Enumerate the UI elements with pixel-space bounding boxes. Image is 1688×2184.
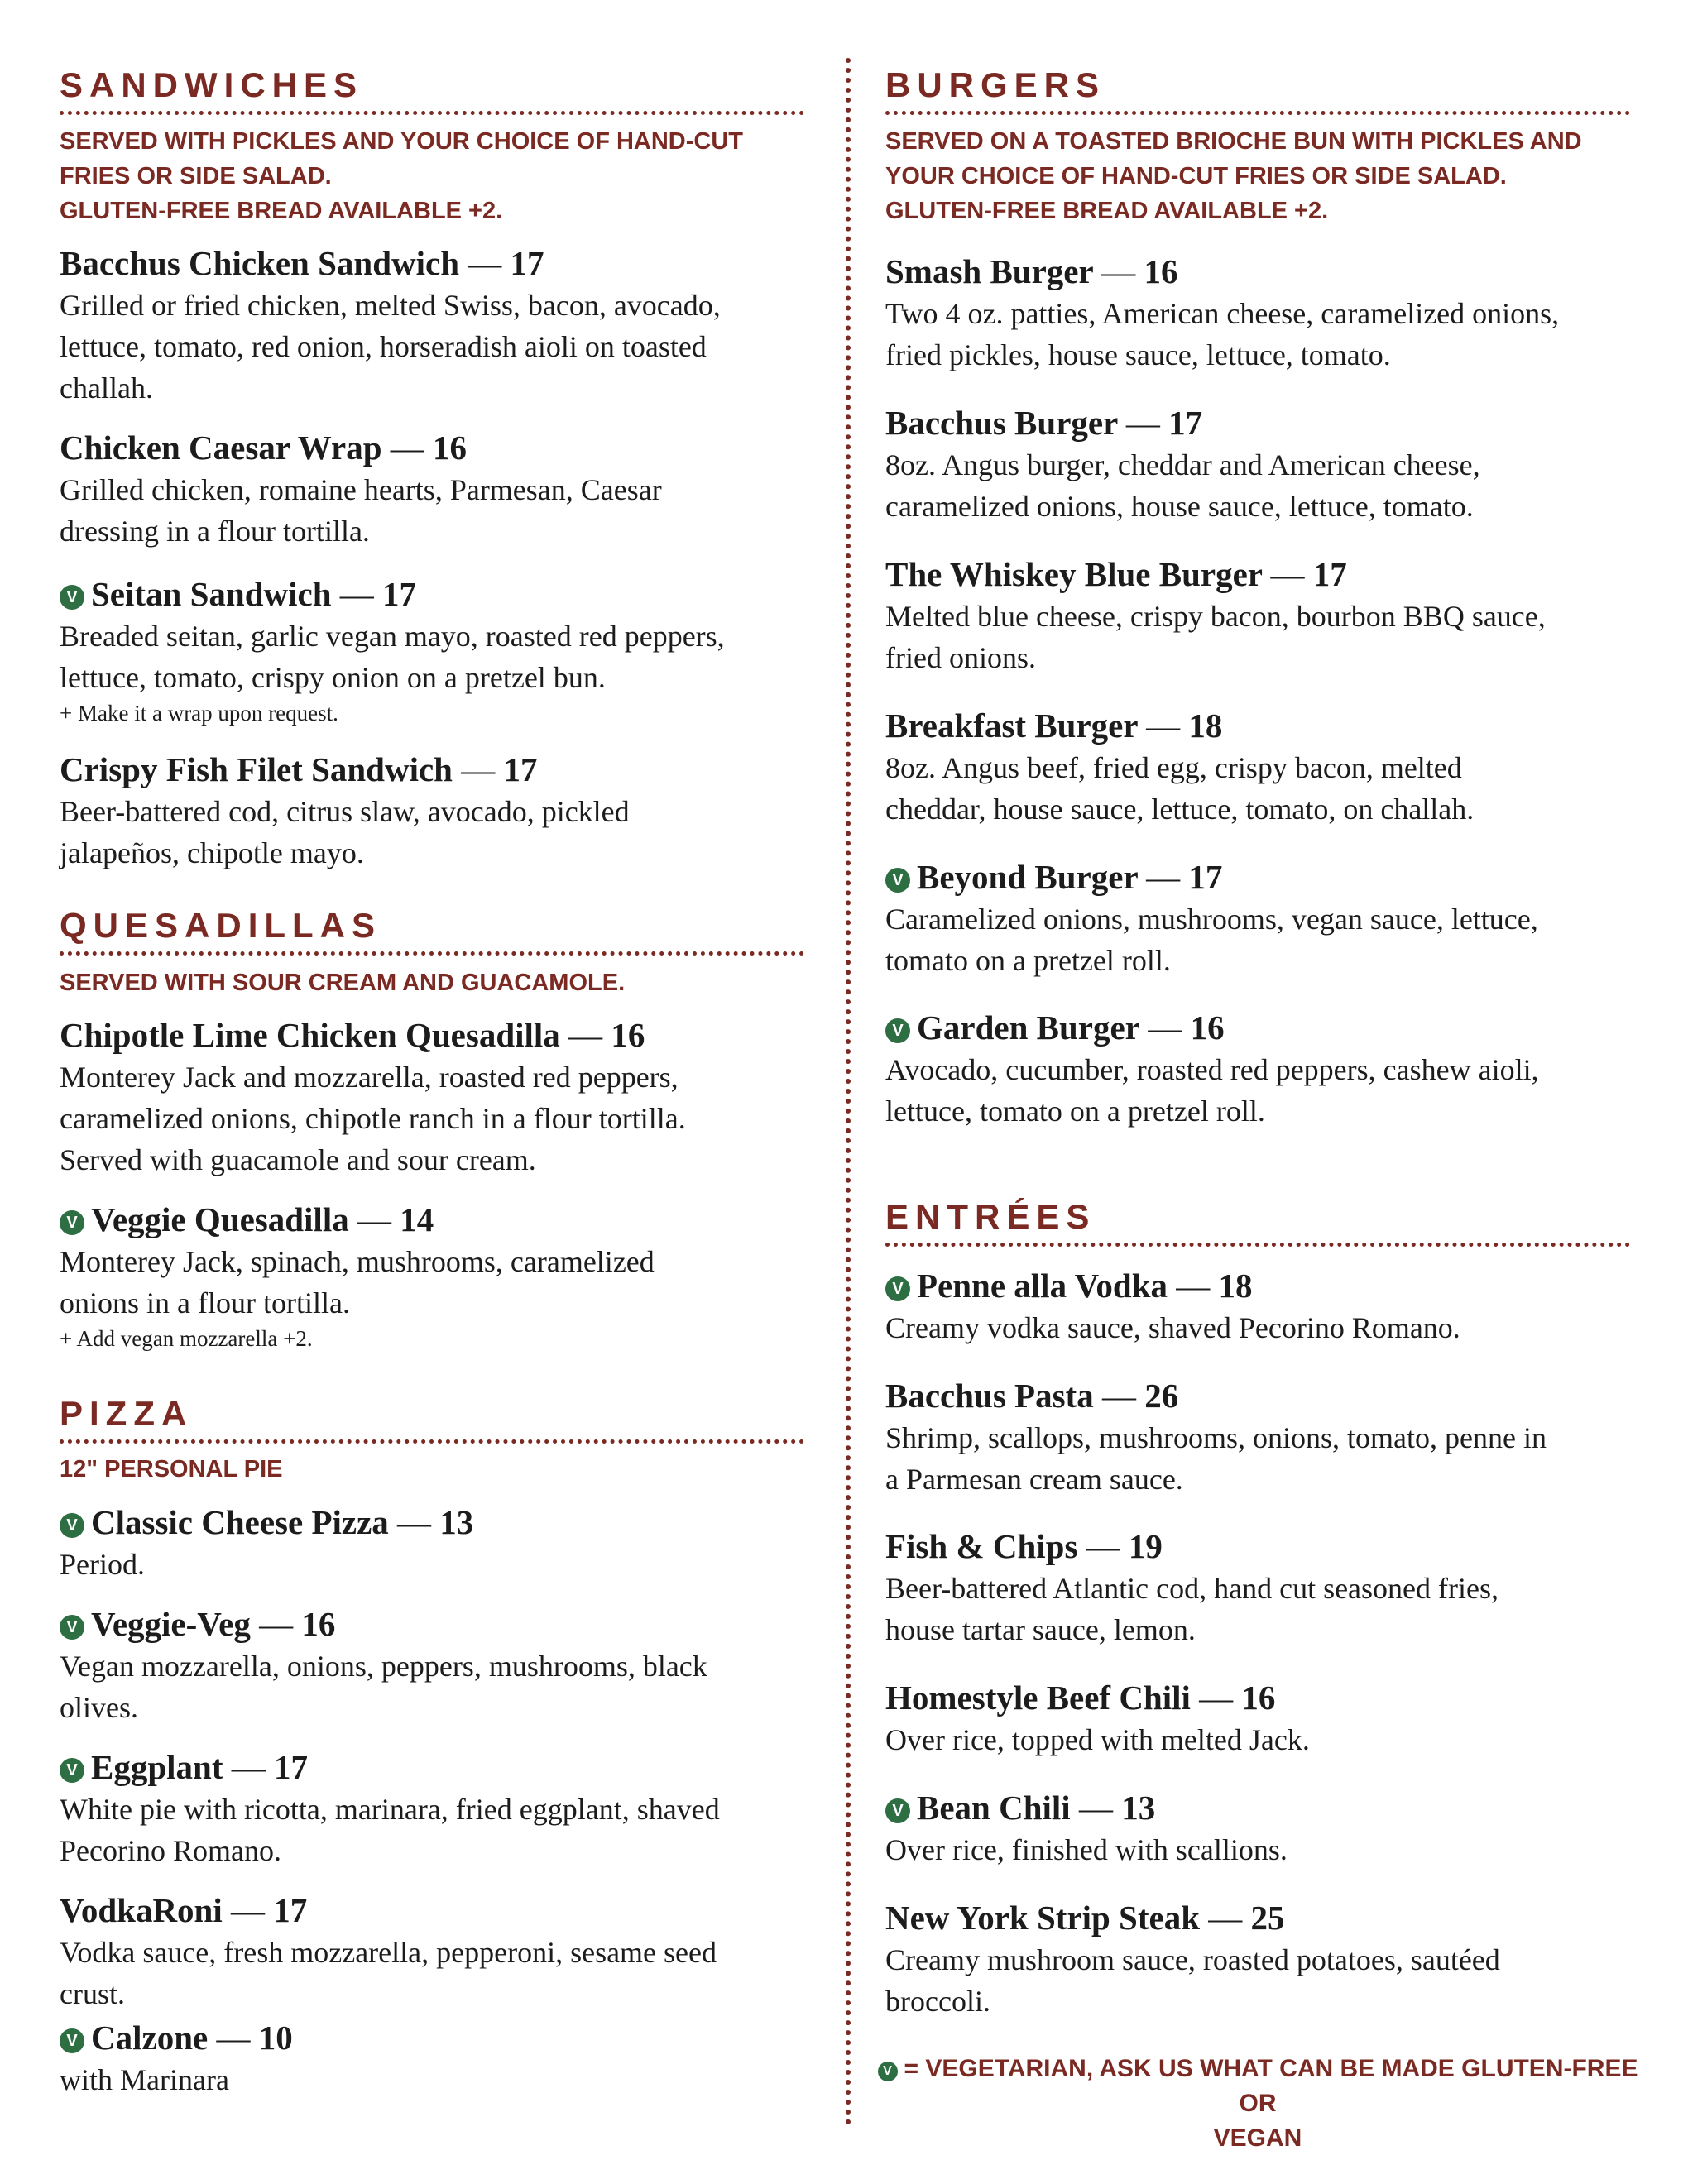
item-title: Bacchus Chicken Sandwich — 17 — [60, 244, 544, 282]
item-title: V Penne alla Vodka — 18 — [885, 1264, 1630, 1307]
item-title: V Eggplant — 17 — [60, 1746, 804, 1789]
item-description: Two 4 oz. patties, American cheese, caramelized onions, fried pickles, house sauce, lettuce, tomato. — [885, 297, 1560, 371]
item-description: Over rice, finished with scallions. — [885, 1833, 1288, 1866]
item-extra-note: + Add vegan mozzarella +2. — [60, 1326, 313, 1351]
item-title: V Calzone — 10 — [60, 2016, 804, 2059]
item-price: 17 — [273, 1891, 308, 1929]
item-title: Homestyle Beef Chili — 16 — [885, 1679, 1276, 1717]
menu-item — [885, 1006, 1630, 1132]
item-price: 17 — [503, 750, 538, 788]
menu-item — [60, 2016, 804, 2100]
section-note-pizza: 12" PERSONAL PIE — [60, 1456, 283, 1482]
menu-item — [885, 855, 1630, 981]
item-description: Beer-battered Atlantic cod, hand cut seasoned fries, house tartar sauce, lemon. — [885, 1572, 1499, 1646]
menu-item — [885, 1786, 1630, 1870]
menu-item — [885, 1676, 1630, 1760]
item-price: 17 — [1188, 858, 1223, 896]
item-title: VodkaRoni — 17 — [60, 1891, 308, 1929]
item-description: Caramelized onions, mushrooms, vegan sauce, lettuce, tomato on a pretzel roll. — [885, 903, 1538, 977]
section-rule — [885, 1243, 1630, 1247]
menu-item — [885, 401, 1630, 527]
item-title: Breakfast Burger — 18 — [885, 706, 1223, 745]
item-title: Bacchus Pasta — 26 — [885, 1377, 1179, 1415]
menu-item — [885, 1896, 1630, 2022]
menu-item — [60, 1746, 804, 1871]
section-title-entrees: ENTRÉES — [885, 1197, 1096, 1236]
section-title-quesadillas: QUESADILLAS — [60, 906, 382, 945]
item-price: 26 — [1144, 1377, 1179, 1415]
vegetarian-icon: V — [60, 1210, 84, 1235]
item-description: Monterey Jack and mozzarella, roasted red peppers, caramelized onions, chipotle ranch in a flour tortilla. Served with guacamole and sour cream. — [60, 1061, 686, 1176]
item-description: White pie with ricotta, marinara, fried eggplant, shaved Pecorino Romano. — [60, 1793, 720, 1867]
menu-item — [885, 1264, 1630, 1348]
section-title-burgers: BURGERS — [885, 65, 1106, 104]
item-price: 18 — [1218, 1267, 1253, 1305]
item-price: 17 — [274, 1748, 308, 1786]
item-description: Vegan mozzarella, onions, peppers, mushrooms, black olives. — [60, 1650, 707, 1724]
item-description: Period. — [60, 1548, 145, 1581]
item-price: 13 — [439, 1503, 474, 1541]
item-price: 14 — [400, 1200, 434, 1238]
column-divider — [846, 58, 851, 2126]
section-rule — [60, 951, 804, 956]
item-description: Shrimp, scallops, mushrooms, onions, tomato, penne in a Parmesan cream sauce. — [885, 1421, 1547, 1496]
item-title: The Whiskey Blue Burger — 17 — [885, 555, 1347, 593]
item-title: Smash Burger — 16 — [885, 252, 1178, 290]
menu-item — [885, 704, 1630, 830]
menu-item — [60, 748, 804, 874]
item-title: Bacchus Burger — 17 — [885, 404, 1203, 442]
item-description: Monterey Jack, spinach, mushrooms, caramelized onions in a flour tortilla. — [60, 1245, 655, 1320]
item-price: 17 — [1312, 555, 1347, 593]
item-title: Chicken Caesar Wrap — 16 — [60, 429, 468, 467]
item-title: Chipotle Lime Chicken Quesadilla — 16 — [60, 1016, 645, 1054]
section-rule — [60, 1439, 804, 1444]
item-extra-note: + Make it a wrap upon request. — [60, 701, 338, 726]
item-title: V Veggie Quesadilla — 14 — [60, 1198, 804, 1241]
item-price: 16 — [611, 1016, 645, 1054]
item-description: with Marinara — [60, 2063, 229, 2096]
item-title: V Bean Chili — 13 — [885, 1786, 1630, 1829]
section-title-pizza: PIZZA — [60, 1394, 194, 1433]
section-title-sandwiches: SANDWICHES — [60, 65, 364, 104]
item-description: Creamy mushroom sauce, roasted potatoes, sautéed broccoli. — [885, 1943, 1500, 2018]
item-price: 10 — [258, 2019, 293, 2057]
item-price: 16 — [1241, 1679, 1276, 1717]
item-price: 16 — [301, 1605, 336, 1643]
item-price: 13 — [1121, 1789, 1156, 1827]
item-price: 19 — [1128, 1527, 1163, 1565]
item-description: Avocado, cucumber, roasted red peppers, cashew aioli, lettuce, tomato on a pretzel roll. — [885, 1053, 1539, 1128]
item-description: Grilled chicken, romaine hearts, Parmesan, Caesar dressing in a flour tortilla. — [60, 473, 662, 548]
item-description: Creamy vodka sauce, shaved Pecorino Romano. — [885, 1311, 1460, 1344]
menu-item — [60, 572, 804, 728]
item-description: Vodka sauce, fresh mozzarella, pepperoni, sesame seed crust. — [60, 1936, 717, 2010]
section-note-burgers: SERVED ON A TOASTED BRIOCHE BUN WITH PICKLES AND YOUR CHOICE OF HAND-CUT FRIES OR SIDE SALAD. GLUTEN-FREE BREAD AVAILABLE +2. — [885, 128, 1582, 224]
vegetarian-icon: V — [878, 2062, 898, 2081]
menu-item — [885, 553, 1630, 678]
menu-item — [60, 1198, 804, 1353]
item-price: 18 — [1188, 706, 1223, 745]
vegetarian-icon: V — [885, 1276, 910, 1301]
item-description: Over rice, topped with melted Jack. — [885, 1723, 1310, 1756]
menu-item — [60, 1013, 804, 1181]
item-price: 17 — [510, 244, 544, 282]
vegetarian-icon: V — [885, 868, 910, 893]
item-price: 17 — [382, 575, 417, 613]
section-rule — [60, 111, 804, 115]
item-title: Fish & Chips — 19 — [885, 1527, 1163, 1565]
item-description: Grilled or fried chicken, melted Swiss, bacon, avocado, lettuce, tomato, red onion, horseradish aioli on toasted challah. — [60, 289, 721, 405]
vegetarian-icon: V — [885, 1018, 910, 1043]
item-price: 25 — [1250, 1899, 1285, 1937]
menu-item — [60, 1501, 804, 1585]
menu-item — [885, 1374, 1630, 1500]
item-title: Crispy Fish Filet Sandwich — 17 — [60, 750, 538, 788]
item-description: 8oz. Angus beef, fried egg, crispy bacon, melted cheddar, house sauce, lettuce, tomato, on challah. — [885, 751, 1475, 826]
vegetarian-icon: V — [60, 1758, 84, 1783]
menu-item — [60, 1602, 804, 1728]
item-title: V Classic Cheese Pizza — 13 — [60, 1501, 804, 1544]
item-title: V Seitan Sandwich — 17 — [60, 572, 804, 615]
menu-item — [60, 1889, 804, 2014]
item-price: 16 — [1144, 252, 1178, 290]
vegetarian-icon: V — [60, 2028, 84, 2053]
item-description: Breaded seitan, garlic vegan mayo, roasted red peppers, lettuce, tomato, crispy onion on a pretzel bun. — [60, 620, 725, 694]
menu-item — [885, 1525, 1630, 1650]
vegetarian-icon: V — [60, 1615, 84, 1640]
section-note-quesadillas: SERVED WITH SOUR CREAM AND GUACAMOLE. — [60, 970, 626, 996]
item-price: 16 — [433, 429, 468, 467]
section-note-sandwiches: SERVED WITH PICKLES AND YOUR CHOICE OF HAND-CUT FRIES OR SIDE SALAD. GLUTEN-FREE BREAD AVAILABLE +2. — [60, 128, 744, 224]
item-title: New York Strip Steak — 25 — [885, 1899, 1285, 1937]
section-rule — [885, 111, 1630, 115]
menu-item — [60, 426, 804, 552]
item-title: V Garden Burger — 16 — [885, 1006, 1630, 1049]
item-description: 8oz. Angus burger, cheddar and American cheese, caramelized onions, house sauce, lettuce, tomato. — [885, 448, 1480, 523]
vegetarian-icon: V — [60, 1513, 84, 1538]
item-description: Beer-battered cod, citrus slaw, avocado, pickled jalapeños, chipotle mayo. — [60, 795, 630, 869]
menu-item — [885, 250, 1630, 376]
vegetarian-legend: V = VEGETARIAN, ASK US WHAT CAN BE MADE GLUTEN-FREE OR VEGAN — [861, 2052, 1655, 2156]
vegetarian-icon: V — [885, 1798, 910, 1823]
item-description: Melted blue cheese, crispy bacon, bourbon BBQ sauce, fried onions. — [885, 600, 1546, 674]
item-price: 16 — [1190, 1008, 1225, 1046]
menu-item — [60, 242, 804, 409]
item-title: V Veggie-Veg — 16 — [60, 1602, 804, 1645]
item-price: 17 — [1168, 404, 1203, 442]
item-title: V Beyond Burger — 17 — [885, 855, 1630, 898]
vegetarian-icon: V — [60, 585, 84, 610]
